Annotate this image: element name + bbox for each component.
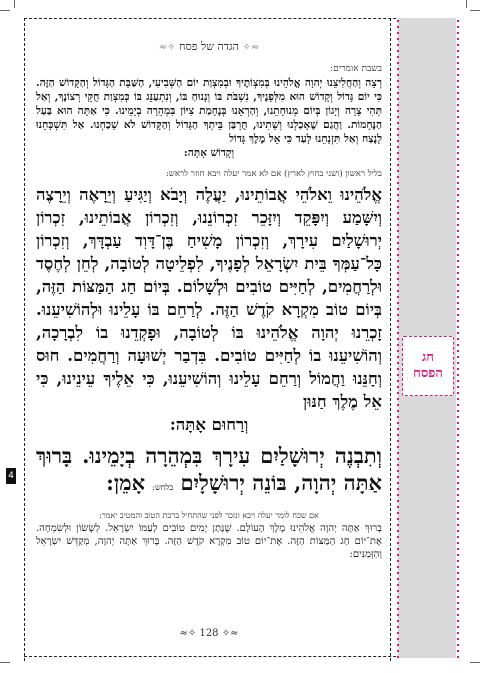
yaaleh-text: אֱלֹהֵינוּ וֵאלֹהֵי אֲבוֹתֵינוּ, יַעֲלֶה וְיָבֹא וְיַגִּיעַ וְיֵרָאֶה וְיֵרָצֶה וְיִשָּׁמַע וְיִפָּקֵד וְיִזָּכֵר זִכְרוֹנֵנוּ, וְזִכְרוֹן אֲבוֹתֵינוּ, זִכְרוֹן יְרוּשָׁלַיִם עִירָךְ, וְזִכְרוֹן מָשִׁיחַ בֶּן־דָּוִד עַבְדָּךְ, וְזִכְרוֹן כָּל־עַמְּךָ בֵּית יִשְׂרָאֵל לְפָנֶיךָ, לִפְלֵיטָה לְטוֹבָה, לְחֵן לְחֶסֶד וּלְרַחֲמִים, לְחַיִּים טוֹבִים וּלְשָׁלוֹם. בְּיוֹם חַג הַמַּצּוֹת הַזֶּה, בְּיוֹם טוֹב מִקְרָא קֹדֶשׁ הַזֶּה. לְרַחֵם בּוֹ עָלֵינוּ וּלְהוֹשִׁיעֵנוּ. זָכְרֵנוּ יְהוָה אֱלֹהֵינוּ בּוֹ לְטוֹבָה, וּפָקְדֵנוּ בוֹ לִבְרָכָה, וְהוֹשִׁיעֵנוּ בוֹ לְחַיִּים טוֹבִים. בִּדְבַר יְשׁוּעָה וְרַחֲמִים. חוּס וְחָנֵּנוּ וַחֲמוֹל וְרַחֵם עָלֵינוּ וְהוֹשִׁיעֵנוּ, כִּי אֵלֶיךָ עֵינֵינוּ, כִּי אֵל מֶלֶךְ חַנּוּן [36, 185, 382, 411]
ornament-left: ✧≈ [158, 42, 176, 53]
yaaleh-instruction: בליל ראשון (ושני בחוץ לארץ) אם לא אמר יעלה ויבא חוזר לראש: [165, 169, 382, 179]
yaaleh-paragraph [36, 183, 382, 436]
uvneh-line2: אַתָּה יְהוָה, בּוֹנֵה יְרוּשָׁלָיִם [180, 470, 382, 495]
shabbat-instruction: בשבת אומרים: [330, 64, 382, 74]
yaaleh-end: וְרַחוּם אָתָּה: [169, 415, 249, 434]
crop-mark-bl-h [0, 662, 10, 663]
uvneh-paragraph [36, 442, 382, 501]
page-title: הגדה של פסח [178, 40, 240, 53]
crop-mark-tr-h [470, 10, 480, 11]
retzeh-paragraph [36, 76, 382, 160]
crop-mark-tl-v [14, 0, 15, 8]
crop-mark-tr-v [466, 0, 467, 8]
forgot-blessing: בָּרוּךְ אַתָּה יְהוָה אֱלֹהֵינוּ מֶלֶךְ הָעוֹלָם. שֶׁנָּתַן יָמִים טוֹבִים לְעַמּוֹ יִשְׂרָאֵל. לְשָׂשׂוֹן וּלְשִׂמְחָה. אֶת־יוֹם חַג הַמַּצּוֹת הַזֶּה. אֶת־יוֹם טוֹב מִקְרָא קֹדֶשׁ הַזֶּה. בָּרוּךְ אַתָּה יְהוָה, מְקַדֵּשׁ יִשְׂרָאֵל וְהַזְּמַנִּים: [36, 523, 382, 560]
section-tab-line1: חג [422, 350, 434, 365]
uvneh-amen: אָמֵן: [106, 470, 146, 495]
trim-line-right [390, 18, 391, 661]
page-footer [36, 628, 382, 639]
trim-line-bottom [24, 656, 456, 657]
side-dots-left [396, 18, 400, 658]
section-tab-line2: הפסח [413, 366, 443, 381]
page-header [36, 40, 382, 53]
retzeh-end: וְקָדוֹשׁ אָתָּה: [183, 147, 235, 159]
side-dots-right [456, 18, 460, 658]
uvneh-line1: וְתִבְנֶה יְרוּשָׁלַיִם עִירָךְ בִּמְהֵרָה בְיָמֵינוּ. בָּרוּךְ [36, 443, 382, 468]
crop-mark-br-h [470, 662, 480, 663]
edge-tab: 4 [6, 468, 16, 484]
trim-line-left [24, 18, 25, 661]
footer-ornament-left: ✧≈ [221, 628, 239, 639]
uvneh-whisper-note: בלחש: [152, 483, 174, 492]
ornament-right: ≈✧ [242, 42, 260, 53]
section-tab [402, 336, 454, 396]
crop-mark-tl-h [0, 10, 10, 11]
forgot-instruction: אם שכח לומר יעלה ויבא ונזכר לפני שהתחיל ברכת הטוב והמטיב יאמר: [99, 511, 319, 520]
page-number: 128 [199, 628, 219, 639]
trim-line-top [24, 18, 456, 19]
retzeh-text: רְצֵה וְהַחֲלִיצֵנוּ יְהוָה אֱלֹהֵינוּ בְּמִצְוֹתֶיךָ וּבְמִצְוַת יוֹם הַשְּׁבִיעִי, הַשַּׁבָּת הַגָּדוֹל וְהַקָּדוֹשׁ הַזֶּה. כִּי יוֹם גָּדוֹל וְקָדוֹשׁ הוּא מִלְּפָנֶיךָ, נִשְׁבֹּת בּוֹ וְנָנוּחַ בּוֹ, וְנִתְעַנֵּג בּוֹ כְּמִצְוַת חֻקֵּי רְצוֹנֶךָ, וְאַל תְּהִי צָרָה וְיָגוֹן בְּיוֹם מְנוּחָתֵנוּ, וְהַרְאֵנוּ בְּנֶחָמַת צִיּוֹן בִּמְהֵרָה בְיָמֵינוּ. כִּי אַתָּה הוּא בַּעַל הַנֶּחָמוֹת. וַהֲגַם שֶׁאָכַלְנוּ וְשָׁתִינוּ, חֻרְבַּן בֵּיתְךָ הַגָּדוֹל וְהַקָּדוֹשׁ לֹא שָׁכַחְנוּ. אַל תִּשְׁכָּחֵנוּ לָנֶצַח וְאַל תִּזְנָחֵנוּ לָעַד כִּי אֵל מֶלֶךְ גָּדוֹל [36, 77, 382, 145]
footer-ornament-right: ≈✧ [179, 628, 197, 639]
page-content [36, 40, 382, 561]
